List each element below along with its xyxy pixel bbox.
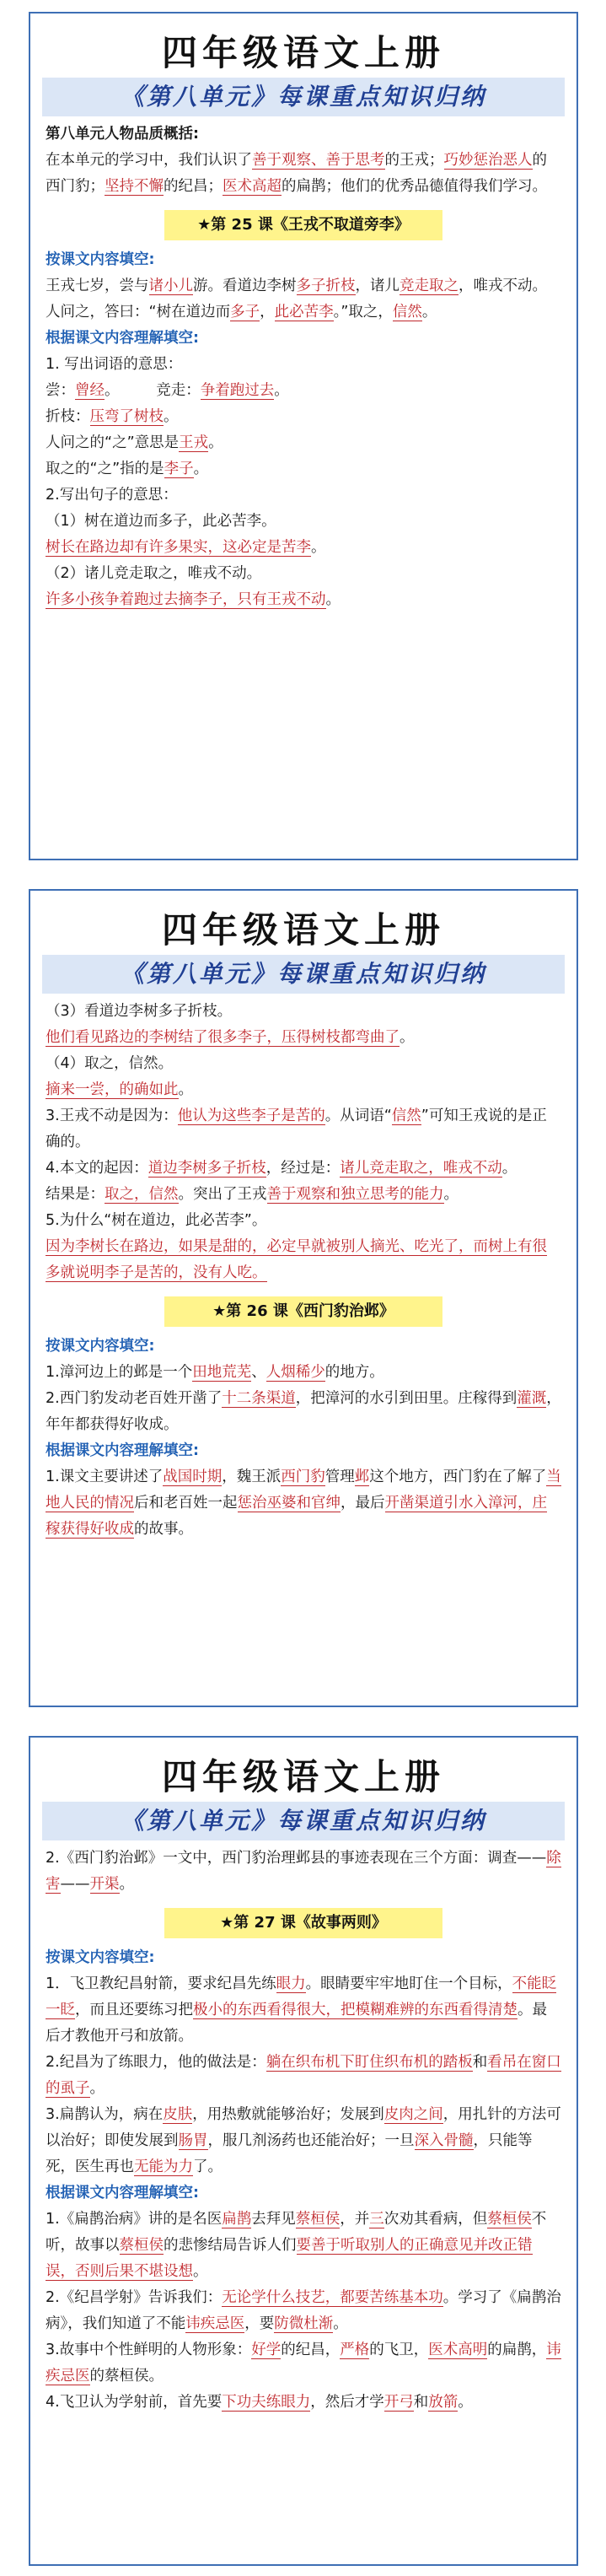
answer-text: 蔡桓侯 [487,2211,532,2228]
answer-text: 他们看见路边的李树结了很多李子，压得树枝都弯曲了 [46,1029,400,1046]
text-line [46,2390,561,2416]
text-line [46,1360,561,1386]
answer-text: 诸小儿 [148,278,193,294]
text-run: 。 [193,2263,208,2280]
text-run: 2.西门豹发动老百姓开凿了 [46,1390,223,1407]
text-run: ，并 [340,2211,370,2228]
text-run: 尝： [46,382,75,399]
answer-text: 深入骨髓 [414,2132,474,2149]
text-run: 4.飞卫认为学射前，首先要 [46,2394,223,2411]
text-line [46,2207,561,2285]
text-run: 的飞卫， [369,2342,429,2358]
text-run: （2）诸儿竞走取之，唯戎不动。 [46,565,262,582]
text-run: 。 [501,1160,518,1177]
text-run: 。 [333,2315,348,2332]
answer-text: 因为李树长在路边，如果是甜的，必定早就被别人摘光、吃光了，而树上有很多就说明李子是苦的，没有人吃。 [46,1238,547,1281]
answer-text: 极小的东西看得很大，把模糊难辨的东西看得清楚 [193,2002,518,2018]
text-run: ，唯戎不动。人问之，答曰：“树在道边而 [46,278,547,321]
understand-heading: 根据课文内容理解填空: [46,330,199,347]
answer-text: 放箭 [428,2394,459,2411]
fill-heading: 按课文内容填空: [46,1338,155,1355]
lesson-banner: ★第 26 课《西门豹治邺》 [164,1296,442,1327]
answer-text: 战国时期 [163,1469,223,1485]
text-run: 。 [421,304,437,321]
answer-text: 信然 [392,304,422,321]
text-run: 的王戎； [384,152,444,169]
text-line [46,1077,561,1103]
page-subtitle: 《第八单元》每课重点知识归纳 [42,955,565,994]
answer-text: 好学 [251,2342,282,2358]
text-run: 2.《纪昌学射》告诉我们： [46,2289,223,2306]
text-run: ，把漳河的水引到田里。庄稼得到 [295,1390,518,1407]
answer-text: 皮肉之间 [383,2106,443,2123]
text-run: 3.扁鹊认为，病在 [46,2106,164,2123]
text-line [46,1971,561,2050]
text-line [46,1208,561,1234]
text-run: 的扁鹊；他们的优秀品德值得我们学习。 [282,178,547,195]
text-run: ”可知王戎说的是正确的。 [46,1107,547,1151]
card-2 [29,889,578,1707]
text-run: 、 [251,1364,266,1381]
answer-text: 田地荒芜 [192,1364,252,1381]
text-run: 。 [178,1081,193,1098]
answer-text: 要善于听取别人的正确意见并改正错误，否则后果不堪设想 [46,2237,533,2280]
understand-list [46,352,561,613]
answer-text: 下功夫练眼力 [222,2394,311,2411]
answer-text: 蔡桓侯 [119,2237,164,2254]
text-run: 的故事。 [134,1521,193,1538]
text-run: 游。看道边李树 [193,278,297,294]
text-run: 。 [208,434,223,451]
text-run: 不听，故事以 [46,2211,547,2254]
text-run: 结果是： [46,1186,105,1203]
answer-text: 多子 [230,304,260,321]
understand-list [46,2207,561,2416]
answer-text: 信然 [391,1107,421,1124]
text-run: 的扁鹊， [487,2342,547,2358]
text-line [46,482,561,509]
answer-text: 讳疾忌医 [46,2342,561,2385]
text-run: 的纪昌； [164,178,223,195]
answer-text: 开弓 [383,2394,414,2411]
text-run: 的蔡桓侯。 [89,2368,164,2385]
answer-text: 西门豹 [281,1469,325,1485]
text-line [46,378,561,404]
summary-heading: 第八单元人物品质概括: [46,126,199,143]
answer-text: 眼力 [276,1975,306,1992]
card-body [30,1840,577,2416]
text-run: ，然后才学 [310,2394,384,2411]
text-run: ，魏王派 [222,1469,282,1485]
text-line [46,1846,561,1898]
text-line [46,1464,561,1543]
text-line [46,1234,561,1286]
text-run: 。 [274,382,289,399]
text-run: ，要 [244,2315,275,2332]
text-run: ， [260,304,275,321]
summary-paragraph [46,148,561,200]
answer-text: 此必苦李 [274,304,334,321]
lesson-banner: ★第 25 课《王戎不取道旁李》 [164,210,442,240]
answer-text: 许多小孩争着跑过去摘李子，只有王戎不动 [46,591,326,608]
answer-text: 巧妙惩治恶人 [443,152,533,169]
text-run: 。学习了《扁鹊治病》，我们知道了不能 [46,2289,561,2332]
answer-text: 李子 [164,461,194,477]
answer-text: 医术高明 [428,2342,488,2358]
text-line [46,1182,561,1208]
answer-text: 多子折枝 [296,278,356,294]
text-run: 2.纪昌为了练眼力，他的做法是： [46,2054,266,2071]
text-run: 4.本文的起因： [46,1160,148,1177]
fill-paragraph [46,273,561,326]
answer-text: 严格 [340,2342,370,2358]
answer-text: 灌溉 [517,1390,547,1407]
text-run: ，诸儿 [355,278,400,294]
answer-text: 躺在织布机下盯住织布机的踏板 [265,2054,473,2071]
answer-text: 十二条渠道 [222,1390,296,1407]
text-line [46,2337,561,2390]
text-run: 2.写出句子的意思： [46,487,178,504]
answer-text: 善于观察、善于思考 [252,152,385,169]
text-run: 王戎七岁，尝与 [46,278,149,294]
continued-list [46,999,561,1286]
answer-text: 肠胃 [178,2132,208,2149]
text-run: 。眼睛要牢牢地盯住一个目标， [305,1975,512,1992]
text-run: 。 [193,461,209,477]
answer-text: 无能为力 [134,2158,193,2175]
text-run: 。突出了王戎 [178,1186,267,1203]
text-line [46,2102,561,2180]
text-run: 和 [413,2394,429,2411]
page-subtitle: 《第八单元》每课重点知识归纳 [42,1802,565,1840]
text-run: ，经过是： [265,1160,341,1177]
answer-text: 摘来一尝，的确如此 [46,1081,179,1098]
text-run: 的西门豹； [46,152,547,195]
answer-text: 讳疾忌医 [185,2315,245,2332]
card-body [30,994,577,1543]
text-line [46,2050,561,2102]
text-run: ，用扎针的方法可以治好；即使发展到 [46,2106,561,2149]
answer-text: 争着跑过去 [200,382,275,399]
answer-text: 竞走取之 [400,278,459,294]
page-title: 四年级语文上册 [161,32,445,73]
text-line [46,456,561,482]
text-run: 。 [89,2080,105,2097]
text-run: 的纪昌， [281,2342,341,2358]
page-title: 四年级语文上册 [161,1756,445,1797]
text-line [46,1025,561,1051]
answer-text: 三 [369,2211,384,2228]
answer-text: 人烟稀少 [265,1364,325,1381]
continued-list [46,1846,561,1898]
text-run: 人问之的“之”意思是 [46,434,180,451]
answer-text: 扁鹊 [222,2211,252,2228]
text-run: ，服几剂汤药也还能治好；一旦 [207,2132,415,2149]
text-run: 1.课文主要讲述了 [46,1469,164,1485]
text-run: ，年年都获得好收成。 [46,1390,561,1433]
text-run: 1．飞卫教纪昌射箭，要求纪昌先练 [46,1975,276,1992]
answer-text: 开渠 [89,1876,120,1893]
text-run: 去拜见 [251,2211,296,2228]
text-run: 。 [311,539,326,556]
answer-text: 邺 [354,1469,370,1485]
fill-heading: 按课文内容填空: [46,1949,155,1966]
page-title: 四年级语文上册 [161,909,445,951]
text-run: 3.故事中个性鲜明的人物形象： [46,2342,252,2358]
lesson-banner: ★第 27 课《故事两则》 [164,1908,442,1938]
text-line [46,1156,561,1182]
text-run: 1.《扁鹊治病》讲的是名医 [46,2211,223,2228]
answer-text: 取之，信然 [105,1186,179,1203]
fill-heading: 按课文内容填空: [46,251,155,268]
text-run: 。”取之， [333,304,393,321]
understand-heading: 根据课文内容理解填空: [46,1442,199,1459]
text-run: 的悲惨结局告诉人们 [164,2237,297,2254]
text-line [46,587,561,613]
answer-text: 无论学什么技艺，都要苦练基本功 [222,2289,443,2306]
text-line [46,352,561,378]
answer-text: 树长在路边却有许多果实，这必定是苦李 [46,539,311,556]
answer-text: 看吊在窗口的虱子 [46,2054,561,2097]
answer-text: 当地人民的情况 [46,1469,561,1512]
text-run: （3）看道边李树多子折枝。 [46,1003,233,1020]
text-line [46,430,561,456]
text-run: ，只能等死，医生再也 [46,2132,533,2175]
fill-list [46,1360,561,1438]
text-run: 2.《西门豹治邺》一文中，西门豹治理邺县的事迹表现在三个方面：调查—— [46,1850,547,1867]
text-line [46,1386,561,1438]
text-run: 5.为什么“树在道边，此必苦李”。 [46,1212,267,1229]
text-line [46,2285,561,2337]
text-run: （4）取之，信然。 [46,1055,174,1072]
understand-list [46,1464,561,1543]
text-line [46,1051,561,1077]
understand-heading: 根据课文内容理解填空: [46,2185,199,2201]
text-run: 和 [472,2054,488,2071]
text-line [46,1103,561,1156]
text-run: 。 [325,591,341,608]
answer-text: 他认为这些李子是苦的 [177,1107,325,1124]
text-line [46,561,561,587]
answer-text: 坚持不懈 [105,178,164,195]
text-run: （1）树在道边而多子，此必苦李。 [46,513,276,530]
text-run: 。 竞走： [105,382,201,399]
answer-text: 蔡桓侯 [295,2211,341,2228]
text-run: —— [60,1876,90,1893]
answer-text: 惩治巫婆和官绅 [237,1495,341,1512]
text-line [46,509,561,535]
text-run: 这个地方，西门豹在了解了 [369,1469,547,1485]
text-run: 。最后才教他开弓和放箭。 [46,2002,547,2045]
text-run: 。 [119,1876,134,1893]
text-run: 次劝其看病，但 [383,2211,488,2228]
answer-text: 防微杜渐 [274,2315,334,2332]
text-run: ，最后 [341,1495,385,1512]
text-line [46,404,561,430]
text-run: 管理 [324,1469,355,1485]
text-run: 。从词语“ [324,1107,392,1124]
text-run: 。 [164,408,179,425]
answer-text: 诸儿竞走取之，唯戎不动 [340,1160,502,1177]
card-3 [29,1736,578,2566]
answer-text: 善于观察和独立思考的能力 [266,1186,444,1203]
answer-text: 除害 [46,1850,561,1893]
text-run: 1. 写出词语的意思： [46,356,183,373]
text-run: 在本单元的学习中，我们认识了 [46,152,252,169]
answer-text: 不能眨一眨 [46,1975,557,2018]
text-run: 了。 [193,2158,223,2175]
text-run: ，而且还要练习把 [75,2002,193,2018]
text-line [46,535,561,561]
answer-text: 曾经 [75,382,105,399]
text-run: 。 [443,1186,459,1203]
text-run: 。 [458,2394,473,2411]
text-run: 1.漳河边上的邺是一个 [46,1364,193,1381]
answer-text: 开凿渠道引水入漳河，庄稼获得好收成 [46,1495,547,1538]
page-subtitle: 《第八单元》每课重点知识归纳 [42,78,565,116]
fill-list [46,1971,561,2180]
text-run: 后和老百姓一起 [134,1495,238,1512]
card-1 [29,12,578,860]
text-line [46,999,561,1025]
text-run: 取之的“之”指的是 [46,461,164,477]
answer-text: 道边李树多子折枝 [147,1160,266,1177]
text-run: 3.王戎不动是因为： [46,1107,178,1124]
text-run: 折枝： [46,408,90,425]
card-body [30,116,577,613]
text-run: ，用热敷就能够治好；发展到 [192,2106,384,2123]
answer-text: 压弯了树枝 [89,408,164,425]
answer-text: 王戎 [179,434,209,451]
answer-text: 医术高超 [223,178,282,195]
text-run: 。 [400,1029,415,1046]
text-run: 的地方。 [324,1364,384,1381]
answer-text: 皮肤 [163,2106,193,2123]
